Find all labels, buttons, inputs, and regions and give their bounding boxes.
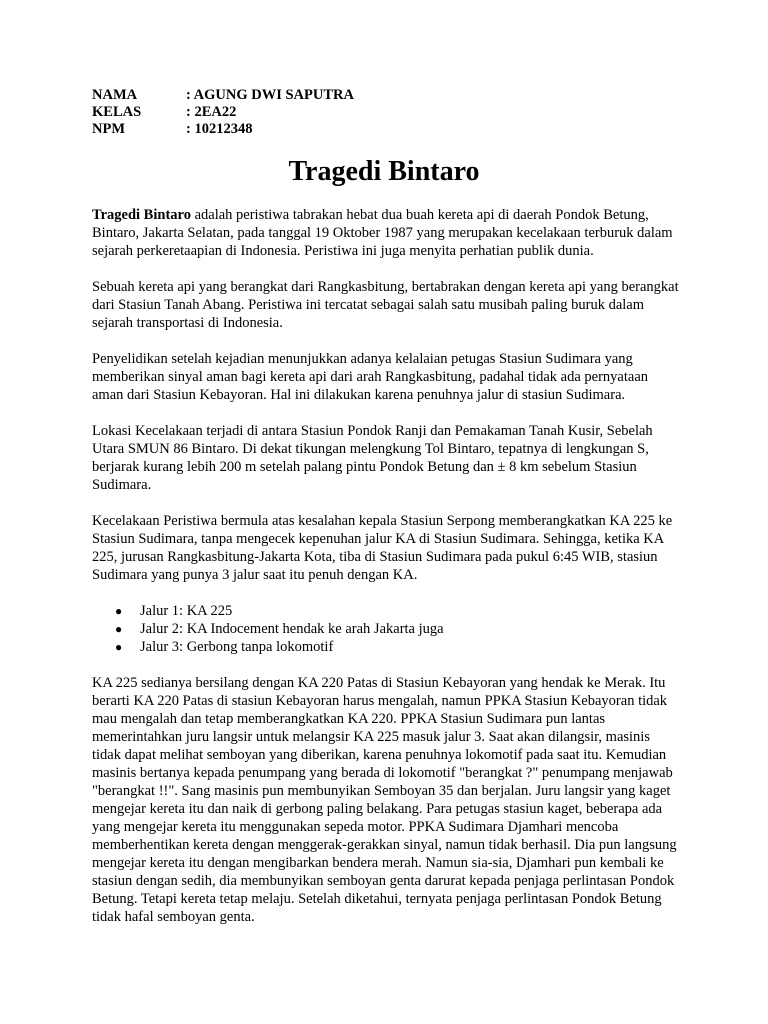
document-body: [92, 206, 682, 944]
paragraph-intro-lead: Tragedi Bintaro: [92, 207, 191, 223]
header-value: : 10212348: [186, 121, 253, 137]
paragraph-intro-text: adalah peristiwa tabrakan hebat dua buah kereta api di daerah Pondok Betung, Bintaro, Jakarta Selatan, pada tanggal 19 Oktober 1987 yang merupakan kecelakaan terburuk dalam sejarah perkeretaapian di Indonesia. Peristiwa ini juga menyita perhatian publik dunia.: [92, 207, 673, 259]
paragraph-intro: [92, 206, 682, 260]
document-title: Tragedi Bintaro: [288, 156, 480, 187]
paragraph-investigation: Penyelidikan setelah kejadian menunjukkan adanya kelalaian petugas Stasiun Sudimara yang memberikan sinyal aman bagi kereta api dari arah Rangkasbitung, padahal tidak ada pernyataan aman dari Stasiun Kebayoran. Hal ini dilakukan karena penuhnya jalur di stasiun Sudimara.: [92, 351, 649, 403]
paragraph-location: Lokasi Kecelakaan terjadi di antara Stasiun Pondok Ranji dan Pemakaman Tanah Kusir, Sebelah Utara SMUN 86 Bintaro. Di dekat tikungan melengkung Tol Bintaro, tepatnya di lengkungan S, berjarak kurang lebih 200 m setelah palang pintu Pondok Betung dan ± 8 km sebelum Stasiun Sudimara.: [92, 423, 653, 493]
bullet-icon: ●: [115, 604, 123, 618]
list-item-text: Jalur 2: KA Indocement hendak ke arah Jakarta juga: [140, 621, 444, 637]
list-item-text: Jalur 3: Gerbong tanpa lokomotif: [140, 639, 334, 655]
header-value: : 2EA22: [186, 104, 237, 120]
paragraph-cause: Kecelakaan Peristiwa bermula atas kesalahan kepala Stasiun Serpong memberangkatkan KA 225 ke Stasiun Sudimara, tanpa mengecek kepenuhan jalur KA di Stasiun Sudimara. Sehingga, ketika KA 225, jurusan Rangkasbitung-Jakarta Kota, tiba di Stasiun Sudimara pada pukul 6:45 WIB, stasiun Sudimara yang punya 3 jalur saat itu penuh dengan KA.: [92, 513, 673, 583]
list-item-text: Jalur 1: KA 225: [140, 603, 233, 619]
bullet-icon: ●: [115, 622, 123, 636]
paragraph-chronology: KA 225 sedianya bersilang dengan KA 220 Patas di Stasiun Kebayoran yang hendak ke Merak. Itu berarti KA 220 Patas di stasiun Kebayoran harus mengalah, namun PPKA Stasiun Kebayoran tidak mau mengalah dan tetap memberangkatkan KA 220. PPKA Stasiun Sudimara pun lantas memerintahkan juru langsir untuk melangsir KA 225 masuk jalur 3. Saat akan dilangsir, masinis tidak dapat melihat semboyan yang diberikan, karena penuhnya lokomotif pada saat itu. Kemudian masinis bertanya kepada penumpang yang berada di lokomotif "berangkat ?" penumpang menjawab "berangkat !!". Sang masinis pun membunyikan Semboyan 35 dan berjalan. Juru langsir yang kaget mengejar kereta itu dan naik di gerbong paling belakang. Para petugas stasiun kaget, beberapa ada yang mengejar kereta itu menggunakan sepeda motor. PPKA Sudimara Djamhari mencoba memberhentikan kereta dengan menggerak-gerakkan sinyal, namun tidak berhasil. Dia pun langsung mengejar kereta itu dengan mengibarkan bendera merah. Namun sia-sia, Djamhari pun kembali ke stasiun dengan sedih, dia membunyikan semboyan genta darurat kepada penjaga perlintasan Pondok Betung. Tetapi kereta tetap melaju. Setelah diketahui, ternyata penjaga perlintasan Pondok Betung tidak hafal semboyan genta.: [92, 675, 677, 925]
header-row-nama: [92, 87, 354, 104]
bullet-icon: ●: [115, 640, 123, 654]
header-label: NAMA: [92, 87, 138, 103]
header-label: KELAS: [92, 104, 142, 120]
list-item: [115, 620, 682, 638]
header-value: : AGUNG DWI SAPUTRA: [186, 87, 354, 103]
track-list: [92, 602, 682, 656]
student-info-header: [92, 87, 354, 138]
header-row-kelas: [92, 104, 354, 121]
list-item: [115, 638, 682, 656]
list-item: [115, 602, 682, 620]
header-label: NPM: [92, 121, 126, 137]
header-row-npm: [92, 121, 354, 138]
paragraph-collision: Sebuah kereta api yang berangkat dari Rangkasbitung, bertabrakan dengan kereta api yang berangkat dari Stasiun Tanah Abang. Peristiwa ini tercatat sebagai salah satu musibah paling buruk dalam sejarah transportasi di Indonesia.: [92, 279, 679, 331]
